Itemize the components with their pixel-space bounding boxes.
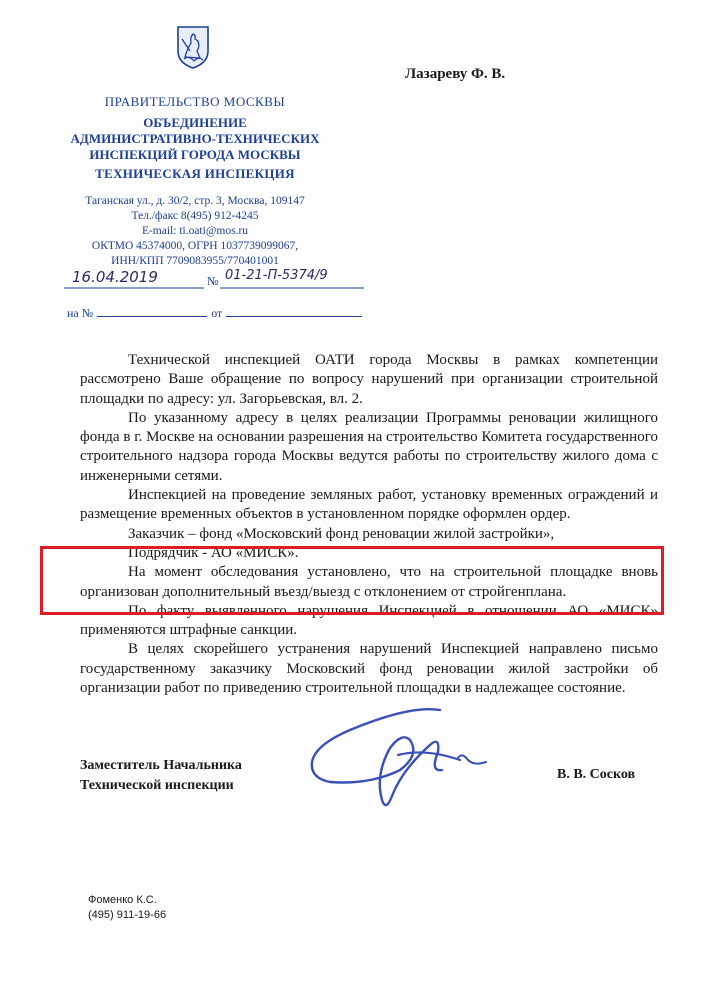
contact-email: E-mail: ti.oati@mos.ru xyxy=(141,225,249,237)
letterhead-organization xyxy=(40,115,350,163)
letterhead-department: ТЕХНИЧЕСКАЯ ИНСПЕКЦИЯ xyxy=(95,166,295,181)
reference-na-label: на № xyxy=(67,306,94,320)
executor-phone: (495) 911-19-66 xyxy=(88,909,167,921)
letterhead-government: ПРАВИТЕЛЬСТВО МОСКВЫ xyxy=(104,94,286,109)
paragraph: В целях скорейшего устранения нарушений Инспекцией направлено письмо государственному заказчику Московский фонд реновации жилой застройки об организации работ по приведению строительной площадки в надлежащее состояние. xyxy=(80,641,658,697)
reference-number-blank xyxy=(97,306,207,317)
contact-address: Таганская ул., д. 30/2, стр. 3, Москва, 109147 xyxy=(85,195,305,207)
signer-title xyxy=(80,756,242,796)
paragraph: Подрядчик - АО «МИСК». xyxy=(128,544,299,561)
org-line: ОБЪЕДИНЕНИЕ xyxy=(143,115,247,130)
contact-phone: Тел./факс 8(495) 912-4245 xyxy=(131,210,259,222)
reference-date-blank xyxy=(226,306,362,317)
reference-ot-label: от xyxy=(211,306,223,320)
registration-date: 16.04.2019 xyxy=(72,268,158,286)
paragraph: По факту выявленного нарушения Инспекцией в отношении АО «МИСК» применяются штрафные санкции. xyxy=(80,602,658,639)
reference-line xyxy=(67,306,362,321)
contact-codes: ИНН/КПП 7709083955/770401001 xyxy=(111,255,279,267)
signer-name: В. В. Сосков xyxy=(557,767,636,782)
letterhead-contacts xyxy=(40,194,350,269)
executor-info xyxy=(88,893,166,923)
handwritten-signature xyxy=(290,700,510,820)
paragraph: Инспекцией на проведение земляных работ, установку временных ограждений и размещение временных объектов в установленном порядке оформлен ордер. xyxy=(80,487,658,523)
executor-name: Фоменко К.С. xyxy=(88,894,157,906)
paragraph: На момент обследования установлено, что на строительной площадке вновь организован дополнительный въезд/выезд с отклонением от стройгенплана. xyxy=(80,564,658,600)
paragraph: Технической инспекцией ОАТИ города Москвы в рамках компетенции рассмотрено Ваше обращение по вопросу нарушений при организации строительной площадки по адресу: ул. Загорьевская, вл. 2. xyxy=(80,352,658,407)
org-line: АДМИНИСТРАТИВНО-ТЕХНИЧЕСКИХ xyxy=(70,131,320,146)
paragraph: Заказчик – фонд «Московский фонд реновации жилой застройки», xyxy=(128,525,555,542)
paragraph: По указанному адресу в целях реализации Программы реновации жилищного фонда в г. Москве на основании разрешения на строительство Комитета государственного строительного надзора города Москвы ведутся работы по строительству жилого дома с инженерными сетями. xyxy=(80,409,658,484)
org-line: ИНСПЕКЦИЙ ГОРОДА МОСКВЫ xyxy=(89,147,301,162)
highlight-box xyxy=(40,546,664,615)
letter-body xyxy=(80,351,658,698)
moscow-coat-of-arms-icon xyxy=(176,25,210,69)
signer-title-line: Технической инспекции xyxy=(80,778,234,793)
addressee: Лазареву Ф. В. xyxy=(405,66,506,82)
signer-title-line: Заместитель Начальника xyxy=(80,758,242,773)
registration-number-label: № xyxy=(207,274,219,288)
registration-number: 01-21-П-5374/9 xyxy=(225,268,328,283)
contact-codes: ОКТМО 45374000, ОГРН 1037739099067, xyxy=(91,240,299,252)
